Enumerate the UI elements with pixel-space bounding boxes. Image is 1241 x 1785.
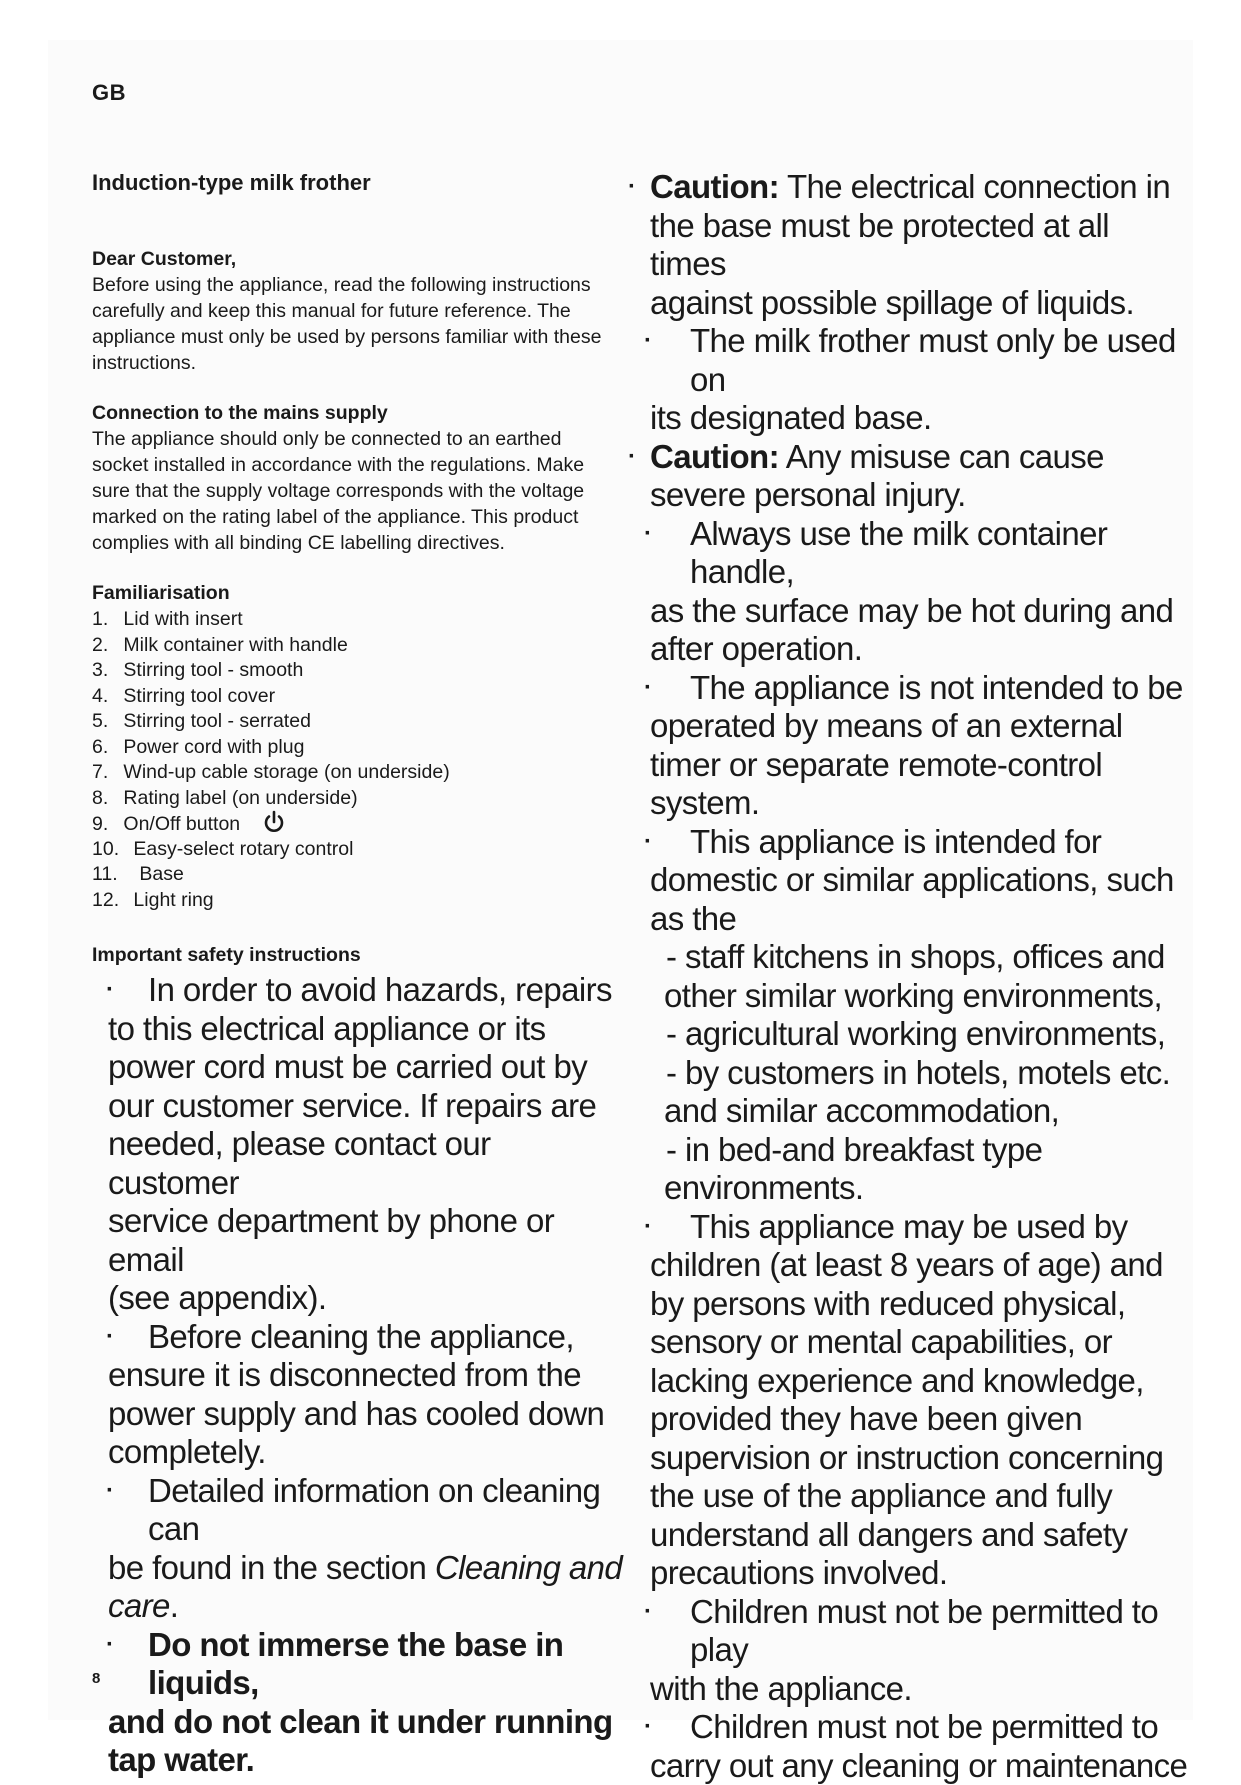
intro-line: instructions. — [92, 352, 197, 374]
list-item: 6. Power cord with plug — [92, 735, 305, 758]
caution-bullet: · Caution: The electrical connection in the base must be protected at all times against possible spillage of liquids. — [628, 168, 1171, 321]
mains-line: sure that the supply voltage corresponds with the voltage — [92, 480, 585, 502]
mains-line: marked on the rating label of the appliance. This product — [92, 506, 579, 528]
safety-bullet: · Always use the milk container handle, as the surface may be hot during and after operation. — [644, 514, 1174, 667]
intro-section — [92, 246, 612, 376]
list-item: 11. Base — [92, 863, 184, 885]
list-item: 4. Stirring tool cover — [92, 684, 276, 707]
page-number: 8 — [92, 1670, 101, 1687]
list-item: 5. Stirring tool - serrated — [92, 710, 311, 732]
list-item: 9. On/Off button — [92, 810, 612, 836]
list-item: 3. Stirring tool - smooth — [92, 659, 304, 681]
mains-section — [92, 400, 612, 556]
greeting: Dear Customer, — [92, 248, 237, 270]
safety-right-column — [628, 168, 1190, 1785]
mains-heading: Connection to the mains supply — [92, 402, 388, 424]
safety-bullet: · This appliance may be used by children (at least 8 years of age) and by persons with reduced physical, sensory or mental capabilities, or lacking experience and knowledge, provided they have been given supervision or instruction concerning the use of the appliance and fully understand all dangers and safety precautions involved. — [644, 1207, 1164, 1591]
list-item: 2. Milk container with handle — [92, 633, 348, 656]
list-item: 8. Rating label (on underside) — [92, 786, 358, 809]
safety-left-column — [108, 971, 628, 1780]
safety-bullet: · Detailed information on cleaning can be found in the section Cleaning and care. — [106, 1471, 623, 1624]
familiarisation-heading: Familiarisation — [92, 582, 230, 604]
parts-list — [92, 606, 612, 912]
safety-bullet: · Children must not be permitted to carry out any cleaning or maintenance — [644, 1708, 1188, 1784]
intro-line: Before using the appliance, read the following instructions — [92, 274, 591, 296]
safety-bullet-warning: · Do not immerse the base in liquids, and do not clean it under running tap water. — [106, 1625, 613, 1778]
safety-bullet: · Before cleaning the appliance, ensure it is disconnected from the power supply and has cooled down completely. — [106, 1317, 605, 1470]
list-item: 7. Wind-up cable storage (on underside) — [92, 761, 450, 783]
safety-bullet: · In order to avoid hazards, repairs to this electrical appliance or its power cord must be carried out by our customer service. If repairs are needed, please contact our customer service department by phone or email (see appendix). — [106, 971, 612, 1316]
intro-line: carefully and keep this manual for future reference. The — [92, 300, 571, 322]
familiarisation-section — [92, 580, 612, 912]
list-item: 12. Light ring — [92, 888, 214, 911]
caution-bullet: · Caution: Any misuse can cause severe personal injury. — [628, 437, 1104, 513]
safety-bullet: · This appliance is intended for domestic or similar applications, such as the - staff kitchens in shops, offices and other similar working environments, - agricultural working environments, - by customers in hotels, motels etc. and similar accommodation, - in bed-and breakfast type environments. — [650, 823, 1190, 1208]
list-item: 10. Easy-select rotary control — [92, 837, 354, 860]
language-code: GB — [92, 80, 126, 105]
usage-environments-list: - staff kitchens in shops, offices and other similar working environments, - agricultural working environments, - by customers in hotels, motels etc. and similar accommodation, - in bed-and breakfast type environments. — [664, 938, 1171, 1206]
safety-bullet: · The appliance is not intended to be operated by means of an external timer or separate remote-control system. — [644, 668, 1183, 821]
safety-bullet: · The milk frother must only be used on its designated base. — [644, 322, 1176, 436]
list-item: 1. Lid with insert — [92, 608, 243, 630]
mains-line: complies with all binding CE labelling directives. — [92, 532, 505, 554]
intro-line: appliance must only be used by persons familiar with these — [92, 326, 602, 348]
safety-bullet: · Children must not be permitted to play with the appliance. — [644, 1592, 1159, 1707]
mains-line: The appliance should only be connected to an earthed — [92, 428, 562, 450]
page-title: Induction-type milk frother — [92, 170, 371, 195]
safety-heading: Important safety instructions — [92, 944, 361, 966]
mains-line: socket installed in accordance with the regulations. Make — [92, 454, 585, 476]
